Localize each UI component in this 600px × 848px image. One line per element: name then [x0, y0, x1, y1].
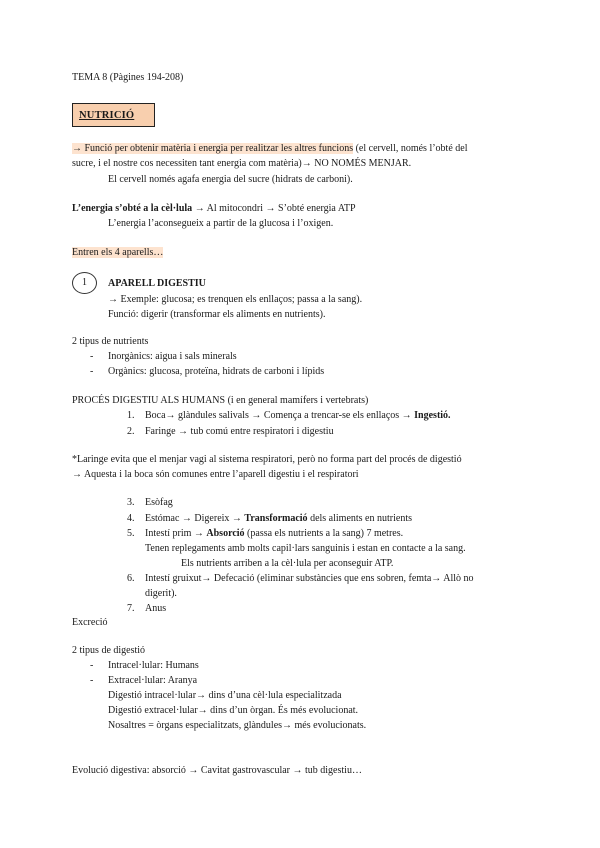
step-5-line-3: Els nutrients arriben a la cèl·lula per aconseguir ATP.	[181, 558, 394, 569]
intro-line-1-rest: (el cervell, només l’obté del	[353, 143, 468, 154]
section-heading-label: NUTRICIÓ	[79, 110, 135, 121]
process-heading: PROCÉS DIGESTIU ALS HUMANS (i en general mamífers i vertebrats)	[72, 395, 369, 406]
digestion-type-1: Intracel·lular: Humans	[108, 660, 199, 671]
nutrients-dash-1: -	[90, 351, 94, 362]
step-6-number: 6.	[127, 573, 135, 584]
step-4-number: 4.	[127, 513, 135, 524]
step-5-rest: (passa els nutrients a la sang) 7 metres.	[244, 528, 404, 539]
step-4-bold: Transformació	[244, 513, 308, 524]
intro-highlight: → Funció per obtenir matèria i energia per realitzar les altres funcions	[72, 143, 354, 154]
step-7: Anus	[145, 603, 167, 614]
digestive-example: → Exemple: glucosa; es trenquen els enllaços; passa a la sang).	[108, 294, 363, 305]
digestion-type-2: Extracel·lular: Aranya	[108, 675, 198, 686]
step-4-rest: dels aliments en nutrients	[307, 513, 412, 524]
step-1	[145, 410, 451, 422]
step-2-number: 2.	[127, 426, 135, 437]
energy-bold: L’energia s’obté a la cèl·lula	[72, 203, 193, 214]
energy-line-2: L’energia l’aconsegueix a partir de la glucosa i l’oxigen.	[108, 218, 334, 229]
intro-line-2: sucre, i el nostre cos necessiten tant energia com matèria)→ NO NOMÉS MENJAR.	[72, 158, 412, 169]
nutrients-dash-2: -	[90, 366, 94, 377]
step-5-text: Intestí prim →	[145, 528, 207, 539]
digestive-function: Funció: digerir (transformar els aliments en nutrients).	[108, 309, 326, 320]
energy-rest: → Al mitocondri → S’obté energia ATP	[192, 203, 356, 214]
energy-line-1	[72, 203, 356, 215]
step-5-line-2: Tenen replegaments amb molts capil·lars sanguinis i estan en contacte a la sang.	[145, 543, 466, 554]
step-5-bold: Absorció	[206, 528, 245, 539]
section-heading-box	[72, 103, 155, 127]
step-4-text: Estómac → Digereix →	[145, 513, 245, 524]
step-3-number: 3.	[127, 497, 135, 508]
intro-line-3: El cervell només agafa energia del sucre (hidrats de carboni).	[108, 174, 353, 185]
page-title: TEMA 8 (Pàgines 194-208)	[72, 72, 184, 83]
digestive-title: APARELL DIGESTIU	[108, 278, 206, 289]
digestion-detail-1: Digestió intracel·lular→ dins d’una cèl·lula especialitzada	[108, 690, 342, 701]
digestion-detail-3: Nosaltres = òrgans especialitzats, glàndules→ més evolucionats.	[108, 720, 367, 731]
step-6: Intestí gruixut→ Defecació (eliminar substàncies que ens sobren, femta→ Allò no	[145, 573, 474, 584]
section-number-circle: 1	[72, 272, 97, 294]
nutrients-item-1: Inorgànics: aigua i sals minerals	[108, 351, 237, 362]
apparatus-note	[72, 247, 163, 259]
nutrients-item-2: Orgànics: glucosa, proteïna, hidrats de carboni i lípids	[108, 366, 325, 377]
excretion-label: Excreció	[72, 617, 108, 628]
larynx-line-2: → Aquesta i la boca són comunes entre l’aparell digestiu i el respiratori	[72, 469, 359, 480]
nutrients-heading: 2 tipus de nutrients	[72, 336, 149, 347]
step-3: Esòfag	[145, 497, 173, 508]
step-2: Faringe → tub comú entre respiratori i digestiu	[145, 426, 334, 437]
digestion-detail-2: Digestió extracel·lular→ dins d’un òrgan. És més evolucionat.	[108, 705, 359, 716]
step-4	[145, 513, 412, 525]
digestion-dash-1: -	[90, 660, 94, 671]
step-5-number: 5.	[127, 528, 135, 539]
digestion-types-heading: 2 tipus de digestió	[72, 645, 146, 656]
step-6-line-2: digerit).	[145, 588, 177, 599]
step-7-number: 7.	[127, 603, 135, 614]
digestion-dash-2: -	[90, 675, 94, 686]
apparatus-note-text: Entren els 4 aparells…	[72, 247, 164, 258]
step-1-number: 1.	[127, 410, 135, 421]
step-1-text: Boca→ glàndules salivals → Comença a trencar-se els enllaços →	[145, 410, 415, 421]
intro-line-1	[72, 143, 468, 155]
evolution-line: Evolució digestiva: absorció → Cavitat gastrovascular → tub digestiu…	[72, 765, 362, 776]
step-5	[145, 528, 403, 540]
step-1-bold: Ingestió.	[414, 410, 451, 421]
larynx-line-1: *Laringe evita que el menjar vagi al sistema respiratori, però no forma part del procés de digestió	[72, 454, 462, 465]
